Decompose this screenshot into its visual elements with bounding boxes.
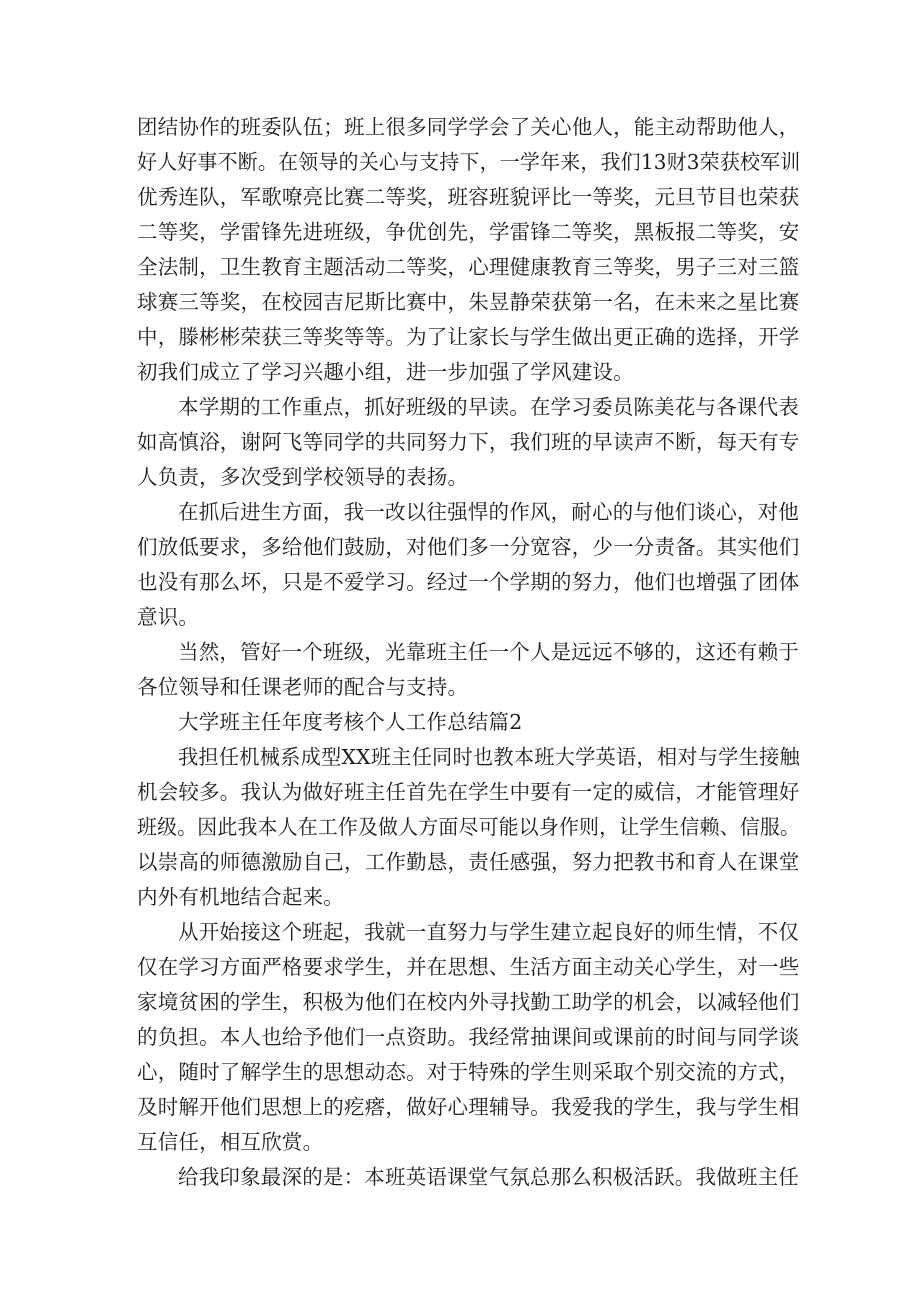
text-line: 优秀连队，军歌嘹亮比赛二等奖，班容班貌评比一等奖，元旦节目也荣获 xyxy=(137,185,800,209)
text-line: 内外有机地结合起来。 xyxy=(137,885,344,909)
text-line: 全法制，卫生教育主题活动二等奖，心理健康教育三等奖，男子三对三篮 xyxy=(137,255,800,279)
text-line: 互信任，相互欣赏。 xyxy=(137,1130,324,1154)
text-line: 也没有那么坏，只是不爱学习。经过一个学期的努力，他们也增强了团体 xyxy=(137,570,800,594)
paragraph-start-line: 从开始接这个班起，我就一直努力与学生建立起良好的师生情，不仅 xyxy=(178,920,799,944)
text-line: 二等奖，学雷锋先进班级，争优创先，学雷锋二等奖，黑板报二等奖，安 xyxy=(137,220,800,244)
text-line: 及时解开他们思想上的疙瘩，做好心理辅导。我爱我的学生，我与学生相 xyxy=(137,1095,800,1119)
paragraph-start-line: 当然，管好一个班级，光靠班主任一个人是远远不够的，这还有赖于 xyxy=(178,640,799,664)
text-line: 家境贫困的学生，积极为他们在校内外寻找勤工助学的机会，以减轻他们 xyxy=(137,990,800,1014)
text-line: 心，随时了解学生的思想动态。对于特殊的学生则采取个别交流的方式， xyxy=(137,1060,800,1084)
section-heading: 大学班主任年度考核个人工作总结篇2 xyxy=(178,710,523,734)
text-line: 意识。 xyxy=(137,605,200,629)
text-line: 各位领导和任课老师的配合与支持。 xyxy=(137,675,469,699)
text-line: 好人好事不断。在领导的关心与支持下，一学年来，我们13财3荣获校军训 xyxy=(137,150,801,174)
text-line: 机会较多。我认为做好班主任首先在学生中要有一定的威信，才能管理好 xyxy=(137,780,800,804)
text-line: 中，滕彬彬荣获三等奖等等。为了让家长与学生做出更正确的选择，开学 xyxy=(137,325,800,349)
paragraph-start-line: 本学期的工作重点，抓好班级的早读。在学习委员陈美花与各课代表 xyxy=(178,395,799,419)
text-line: 人负责，多次受到学校领导的表扬。 xyxy=(137,465,469,489)
text-line: 初我们成立了学习兴趣小组，进一步加强了学风建设。 xyxy=(137,360,634,384)
text-line: 以崇高的师德激励自己，工作勤恳，责任感强，努力把教书和育人在课堂 xyxy=(137,850,800,874)
paragraph-start-line: 我担任机械系成型XX班主任同时也教本班大学英语，相对与学生接触 xyxy=(178,745,800,769)
text-line: 的负担。本人也给予他们一点资助。我经常抽课间或课前的时间与同学谈 xyxy=(137,1025,800,1049)
paragraph-start-line: 给我印象最深的是：本班英语课堂气氛总那么积极活跃。我做班主任 xyxy=(178,1165,799,1189)
paragraph-start-line: 在抓后进生方面，我一改以往强悍的作风，耐心的与他们谈心，对他 xyxy=(178,500,799,524)
text-line: 团结协作的班委队伍；班上很多同学学会了关心他人，能主动帮助他人， xyxy=(137,115,800,139)
text-line: 如高慎浴，谢阿飞等同学的共同努力下，我们班的早读声不断，每天有专 xyxy=(137,430,800,454)
text-line: 球赛三等奖，在校园吉尼斯比赛中，朱昱静荣获第一名，在未来之星比赛 xyxy=(137,290,800,314)
text-line: 班级。因此我本人在工作及做人方面尽可能以身作则，让学生信赖、信服。 xyxy=(137,815,801,839)
text-line: 仅在学习方面严格要求学生，并在思想、生活方面主动关心学生，对一些 xyxy=(137,955,800,979)
text-line: 们放低要求，多给他们鼓励，对他们多一分宽容，少一分责备。其实他们 xyxy=(137,535,800,559)
